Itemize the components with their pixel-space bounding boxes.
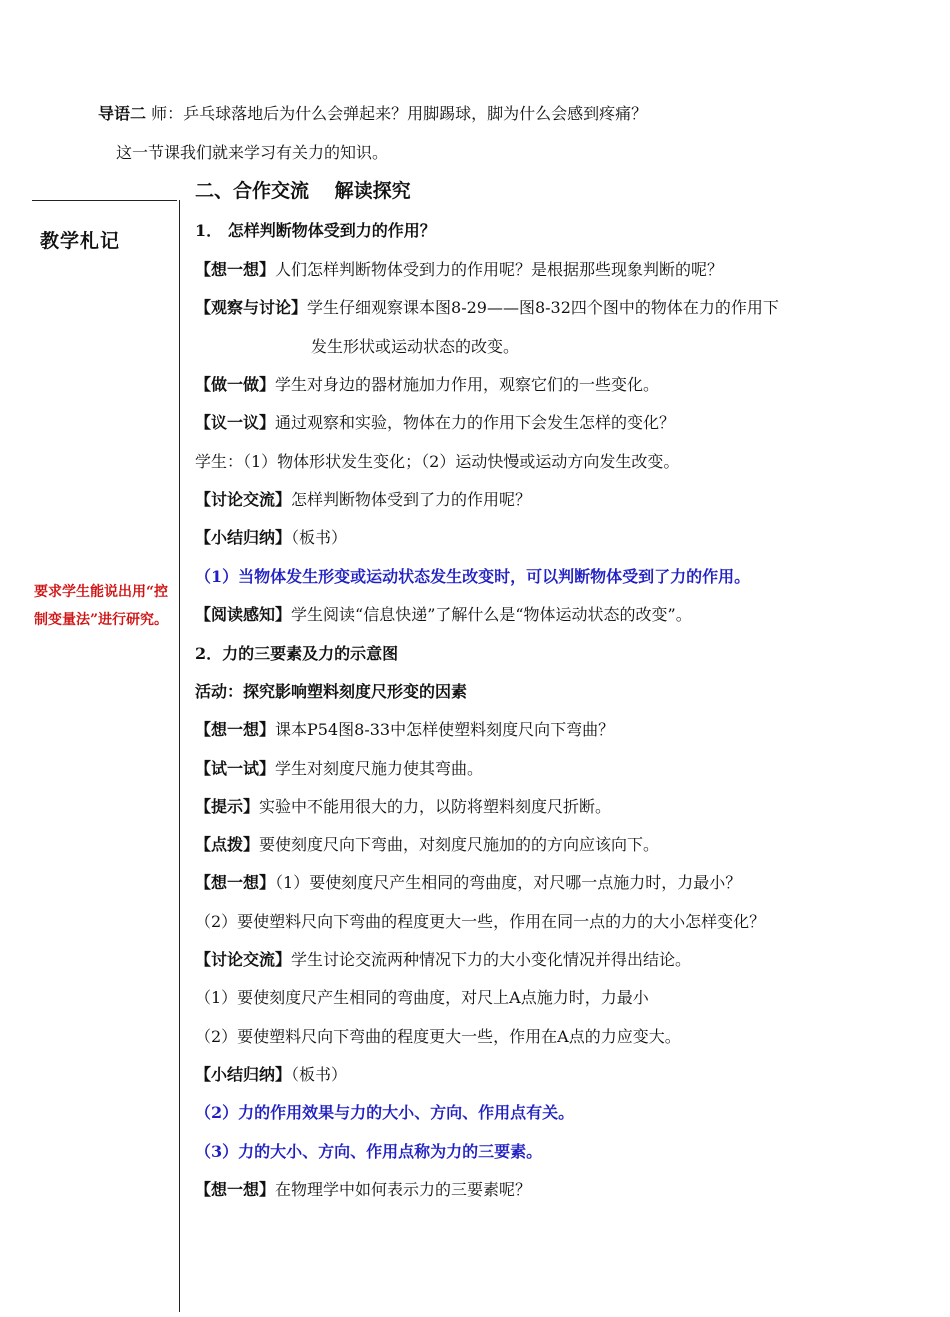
item-text: （1）要使刻度尺产生相同的弯曲度，对尺上A点施力时，力最小 <box>195 988 649 1007</box>
item-text: 学生对身边的器材施加力作用，观察它们的一些变化。 <box>275 375 660 394</box>
item-tag: 【提示】 <box>195 797 260 816</box>
item-text: （板书） <box>291 528 348 547</box>
part2-item <box>195 912 765 932</box>
part2-item <box>195 720 614 740</box>
item-text: 学生讨论交流两种情况下力的大小变化情况并得出结论。 <box>291 950 692 969</box>
sidebar-title: 教学札记 <box>40 230 121 252</box>
item-tag: 【做一做】 <box>195 375 276 394</box>
sidebar-top-rule <box>32 200 177 201</box>
item-text: （2）要使塑料尺向下弯曲的程度更大一些，作用在A点的力应变大。 <box>195 1027 681 1046</box>
item-tag: 【点拨】 <box>195 835 260 854</box>
item-tag: 【讨论交流】 <box>195 950 292 969</box>
part2-item <box>195 873 741 893</box>
part2-heading: 2．力的三要素及力的示意图 <box>195 644 399 663</box>
item-text: （2）要使塑料尺向下弯曲的程度更大一些，作用在同一点的力的大小怎样变化？ <box>195 912 766 931</box>
part1-item <box>195 298 779 318</box>
part2-conclusion: （3）力的大小、方向、作用点称为力的三要素。 <box>195 1142 543 1161</box>
part2-item <box>195 1027 681 1047</box>
intro-lead: 这一节课我们就来学习有关力的知识。 <box>116 143 389 162</box>
part2-item <box>195 950 691 970</box>
part1-item <box>195 528 347 548</box>
part1-item <box>195 490 531 510</box>
intro-line <box>98 104 647 124</box>
part1-item <box>195 452 679 472</box>
item-tag: 【想一想】 <box>195 260 276 279</box>
intro-question: 师：乒乓球落地后为什么会弹起来？用脚踢球，脚为什么会感到疼痛？ <box>151 104 648 123</box>
part2-item <box>195 797 611 817</box>
part1-heading: 1． 怎样判断物体受到力的作用？ <box>195 221 436 240</box>
item-tag: 【小结归纳】 <box>195 528 292 547</box>
part2-item <box>195 1065 347 1085</box>
item-text: 学生对刻度尺施力使其弯曲。 <box>275 759 484 778</box>
part2-item <box>195 988 649 1008</box>
item-text: 在物理学中如何表示力的三要素呢？ <box>275 1180 532 1199</box>
item-text: 通过观察和实验，物体在力的作用下会发生怎样的变化？ <box>275 413 676 432</box>
part2-activity: 活动：探究影响塑料刻度尺形变的因素 <box>195 682 468 701</box>
item-tag: 【想一想】 <box>195 1180 276 1199</box>
item-tag: 【想一想】 <box>195 720 276 739</box>
part1-item <box>195 260 723 280</box>
part2-item <box>195 835 659 855</box>
part1-item <box>195 413 675 433</box>
sidebar-divider <box>179 200 180 1312</box>
item-tag: 【小结归纳】 <box>195 1065 292 1084</box>
item-text: 学生仔细观察课本图8-29——图8-32四个图中的物体在力的作用下 <box>307 298 779 317</box>
section-title: 二、合作交流 解读探究 <box>195 180 411 202</box>
intro-label: 导语二 <box>98 104 147 123</box>
part2-item <box>195 759 483 779</box>
sidebar-note: 要求学生能说出用“控制变量法”进行研究。 <box>34 584 169 628</box>
part2-conclusion: （2）力的作用效果与力的大小、方向、作用点有关。 <box>195 1103 575 1122</box>
item-tag: 【观察与讨论】 <box>195 298 308 317</box>
item-text: 怎样判断物体受到了力的作用呢？ <box>291 490 532 509</box>
item-tag: 【议一议】 <box>195 413 276 432</box>
item-text: 人们怎样判断物体受到力的作用呢？是根据那些现象判断的呢？ <box>275 260 724 279</box>
item-text: 学生阅读“信息快递”了解什么是“物体运动状态的改变”。 <box>291 605 692 624</box>
item-text: 课本P54图8-33中怎样使塑料刻度尺向下弯曲？ <box>275 720 615 739</box>
part2-final <box>195 1180 531 1200</box>
item-tag: 【试一试】 <box>195 759 276 778</box>
item-tag: 【想一想】 <box>195 873 276 892</box>
item-tag: 【阅读感知】 <box>195 605 292 624</box>
part1-item <box>195 375 659 395</box>
part1-item-continuation: 发生形状或运动状态的改变。 <box>311 337 520 356</box>
item-text: 要使刻度尺向下弯曲，对刻度尺施加的的方向应该向下。 <box>259 835 660 854</box>
item-text: （板书） <box>291 1065 348 1084</box>
item-tag: 【讨论交流】 <box>195 490 292 509</box>
part1-reading <box>195 605 692 625</box>
item-text: 学生：（1）物体形状发生变化；（2）运动快慢或运动方向发生改变。 <box>195 452 680 471</box>
item-text: （1）要使刻度尺产生相同的弯曲度，对尺哪一点施力时，力最小？ <box>275 873 742 892</box>
part1-conclusion: （1）当物体发生形变或运动状态发生改变时，可以判断物体受到了力的作用。 <box>195 567 751 586</box>
item-text: 实验中不能用很大的力，以防将塑料刻度尺折断。 <box>259 797 612 816</box>
